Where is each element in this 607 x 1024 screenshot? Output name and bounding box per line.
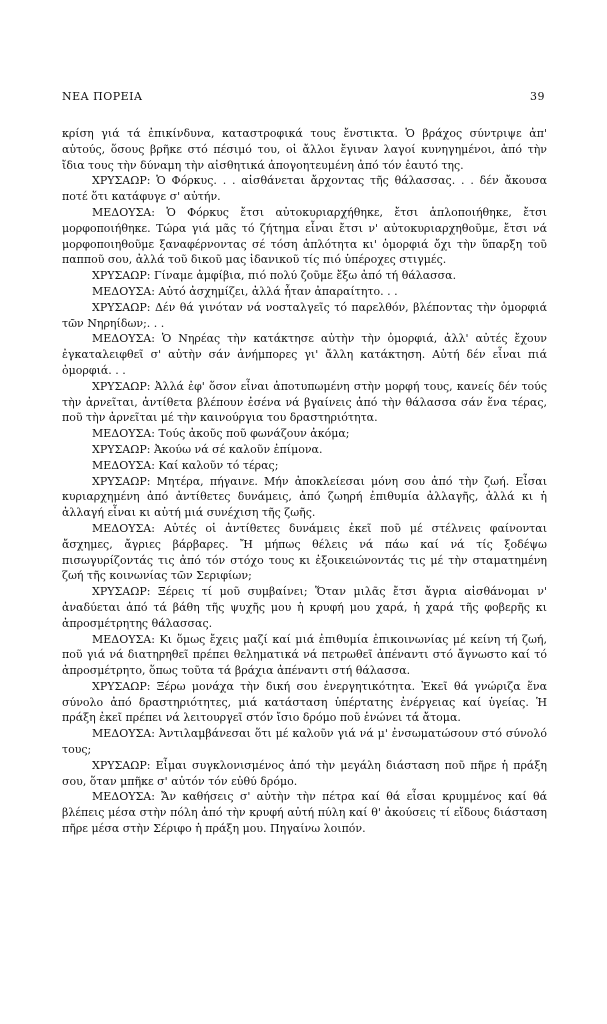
dialogue-line — [62, 521, 547, 584]
dialogue-line — [62, 726, 547, 758]
dialogue-text: Ὁ Φόρκυς. . . αἰσθάνεται ἄρχοντας τῆς θάλασσας. . . δέν ἄκουσα ποτέ ὅτι κατάφυγε σ' αὐτήν. — [62, 174, 548, 204]
speaker-name: ΧΡΥΣΑΩΡ: — [92, 379, 151, 393]
speaker-name: ΧΡΥΣΑΩΡ: — [92, 269, 151, 283]
dialogue-text: Ἀντιλαμβάνεσαι ὅτι μέ καλοῦν γιά νά μ' ἐνσωματώσουν στό σύνολό τους; — [62, 727, 547, 757]
speaker-name: ΧΡΥΣΑΩΡ: — [92, 758, 151, 772]
dialogue-line — [62, 789, 547, 836]
speaker-name: ΜΕΔΟΥΣΑ: — [92, 458, 155, 472]
dialogue-line — [62, 284, 547, 300]
paragraph-text: κρίση γιά τά ἐπικίνδυνα, καταστροφικά τους ἔνστικτα. Ὁ βράχος σύντριψε ἀπ' αὐτούς, ὅσους βρῆκε στό πέσιμό του, οἱ ἄλλοι ἔγιναν λαγοί κυνηγημένοι, ἀπό τὴν ἴδια τους τὴν δύναμη τὴν αἰσθητικά ἀπογοητευμένη ἀπό τόν ἑαυτό της. — [62, 127, 547, 172]
speaker-name: ΧΡΥΣΑΩΡ: — [92, 300, 151, 314]
dialogue-line — [62, 458, 547, 474]
speaker-name: ΜΕΔΟΥΣΑ: — [92, 427, 155, 441]
speaker-name: ΧΡΥΣΑΩΡ: — [92, 679, 151, 693]
dialogue-text: Ἄν καθήσεις σ' αὐτὴν τὴν πέτρα καί θά εἶσαι κρυμμένος καί θά βλέπεις μέσα στὴν πόλη ἀπό τὴν κρυφή αὐτή πύλη καί θ' ἀκούσεις τί εἴδους διάσταση πῆρε μέσα στὴν Σέριφο ἡ πράξη μου. Πηγαίνω λοιπόν. — [62, 790, 547, 836]
dialogue-line — [62, 331, 547, 378]
dialogue-text: Δέν θά γινόταν νά νοσταλγεῖς τό παρελθόν, βλέποντας τὴν ὀμορφιά τῶν Νηρηίδων;. . . — [62, 300, 547, 330]
dialogue-line — [62, 173, 547, 205]
dialogue-line — [62, 379, 547, 426]
dialogue-text: Αὐτό ἀσχημίζει, ἀλλά ἦταν ἀπαραίτητο. . . — [158, 284, 398, 298]
dialogue-line — [62, 758, 547, 790]
dialogue-text: Ὁ Φόρκυς ἔτσι αὐτοκυριαρχήθηκε, ἔτσι ἁπλοποιήθηκε, ἔτσι μορφοποιήθηκε. Τώρα γιά μᾶς τό ζήτημα εἶναι ἔτσι ν' αὐτοκυριαρχηθοῦμε, ἔτσι νά μορφοποιηθοῦμε ξαναφέρνοντας σέ τόση ἁπλότητα κι' ὁμορφιά ὄχι τὴν ὕπαρξη τοῦ παπποῦ σου, ἀλλά τοῦ δικοῦ μας ἰδανικοῦ τίς πιό ὑπέροχες στιγμές. — [62, 205, 547, 267]
dialogue-text: Κι ὅμως ἔχεις μαζί καί μιά ἐπιθυμία ἐπικοινωνίας μέ κείνη τή ζωή, ποῦ γιά νά διατηρηθεῖ πρέπει θεληματικά νά πετρωθεῖ ἀπέναντι στό ἄγνωστο καί τό ἀπροσμέτρητο, ὅπως τοῦτα τά βράχια ἀπέναντι στή θάλασσα. — [62, 632, 547, 678]
dialogue-text: Τούς ἀκοῦς ποῦ φωνάζουν ἀκόμα; — [158, 427, 350, 441]
journal-title: ΝΕΑ ΠΟΡΕΙΑ — [62, 90, 143, 103]
speaker-name: ΧΡΥΣΑΩΡ: — [92, 585, 151, 599]
dialogue-line — [62, 632, 547, 679]
speaker-name: ΜΕΔΟΥΣΑ: — [92, 632, 155, 646]
dialogue-line — [62, 300, 547, 332]
dialogue-line — [62, 584, 547, 631]
dialogue-text: Ἀλλά ἐφ' ὅσον εἶναι ἀποτυπωμένη στὴν μορφή τους, κανείς δέν τούς τὴν ἀρνεῖται, ἀντίθετα βλέπουν ἐσένα νά βγαίνεις ἀπό τὴν θάλασσα σάν ἕνα τέρας, ποῦ τὴν ἀρνεῖται μέ τὴν καινούργια του δραστηριότητα. — [62, 379, 547, 425]
speaker-name: ΜΕΔΟΥΣΑ: — [92, 284, 155, 298]
dialogue-text: Ὁ Νηρέας τὴν κατάκτησε αὐτὴν τὴν ὀμορφιά, ἀλλ' αὐτές ἔχουν ἐγκαταλειφθεῖ σ' αὐτὴν σάν ἀνήμπορες γι' ἄλλη κατάκτηση. Αὐτή δέν εἶναι πιά ὀμορφιά. . . — [62, 332, 547, 377]
dialogue-text: Εἶμαι συγκλονισμένος ἀπό τὴν μεγάλη διάσταση ποῦ πῆρε ἡ πράξη σου, ὅταν μπῆκε σ' αὐτόν τόν εὐθύ δρόμο. — [62, 758, 547, 788]
dialogue-line — [62, 679, 547, 726]
paragraph — [62, 126, 547, 173]
speaker-name: ΜΕΔΟΥΣΑ: — [92, 521, 155, 535]
dialogue-text: Αὐτές οἱ ἀντίθετες δυνάμεις ἐκεῖ ποῦ μέ στέλνεις φαίνονται ἄσχημες, ἄγριες βάρβαρες. Ἤ μήπως θέλεις νά πάω καί νά τίς ξοδέψω πισωγυρίζοντάς τις ἀπό τόν στόχο τους κι ἐξοικειώνοντάς τις μέ τὴν σταματημένη ζωή τῆς κοινωνίας τῶν Σεριφίων; — [62, 521, 548, 583]
dialogue-text: Ἀκούω νά σέ καλοῦν ἐπίμονα. — [153, 442, 323, 456]
speaker-name: ΜΕΔΟΥΣΑ: — [92, 727, 155, 741]
dialogue-text: Μητέρα, πήγαινε. Μήν ἀποκλείεσαι μόνη σου ἀπό τὴν ζωή. Εἶσαι κυριαρχημένη ἀπό ἀντίθετες δυνάμεις, ἀπό ζωηρή ἐπιθυμία ἀλλαγῆς, ἀλλά κι ἡ ἀλλαγή εἶναι κι αὐτή μιά συνέχιση τῆς ζωῆς. — [62, 474, 548, 520]
speaker-name: ΜΕΔΟΥΣΑ: — [92, 790, 155, 804]
dialogue-text: Ξέρεις τί μοῦ συμβαίνει; Ὅταν μιλᾶς ἔτσι ἄγρια αἰσθάνομαι ν' ἀναδύεται ἀπό τά βάθη τῆς ψυχῆς μου ἡ κρυφή μου χαρά, ἡ χαρά τῆς φοβερῆς κι ἀπροσμέτρητης θάλασσας. — [62, 585, 548, 630]
dialogue-line — [62, 442, 547, 458]
speaker-name: ΧΡΥΣΑΩΡ: — [92, 442, 151, 456]
speaker-name: ΜΕΔΟΥΣΑ: — [92, 205, 155, 219]
page-number: 39 — [530, 90, 545, 103]
speaker-name: ΜΕΔΟΥΣΑ: — [92, 332, 155, 346]
dialogue-line — [62, 474, 547, 521]
speaker-name: ΧΡΥΣΑΩΡ: — [92, 174, 151, 188]
dialogue-text — [62, 126, 547, 837]
dialogue-text: Καί καλοῦν τό τέρας; — [158, 458, 279, 472]
dialogue-line — [62, 268, 547, 284]
running-header — [62, 90, 545, 103]
speaker-name: ΧΡΥΣΑΩΡ: — [92, 474, 151, 488]
dialogue-text: Ξέρω μονάχα τὴν δική σου ἐνεργητικότητα. Ἐκεῖ θά γνώριζα ἕνα σύνολο ἀπό δραστηριότητες, μιά κατάσταση ὑπέρτατης ἐνέργειας καί ὑγείας. Ἡ πράξη ἐκεῖ πρέπει νά λειτουργεῖ στόν ἴσιο δρόμο ποῦ ἑνώνει τά ἄτομα. — [62, 679, 547, 725]
dialogue-text: Γίναμε ἀμφίβια, πιό πολύ ζοῦμε ἔξω ἀπό τή θάλασσα. — [153, 269, 457, 283]
dialogue-line — [62, 205, 547, 268]
dialogue-line — [62, 426, 547, 442]
